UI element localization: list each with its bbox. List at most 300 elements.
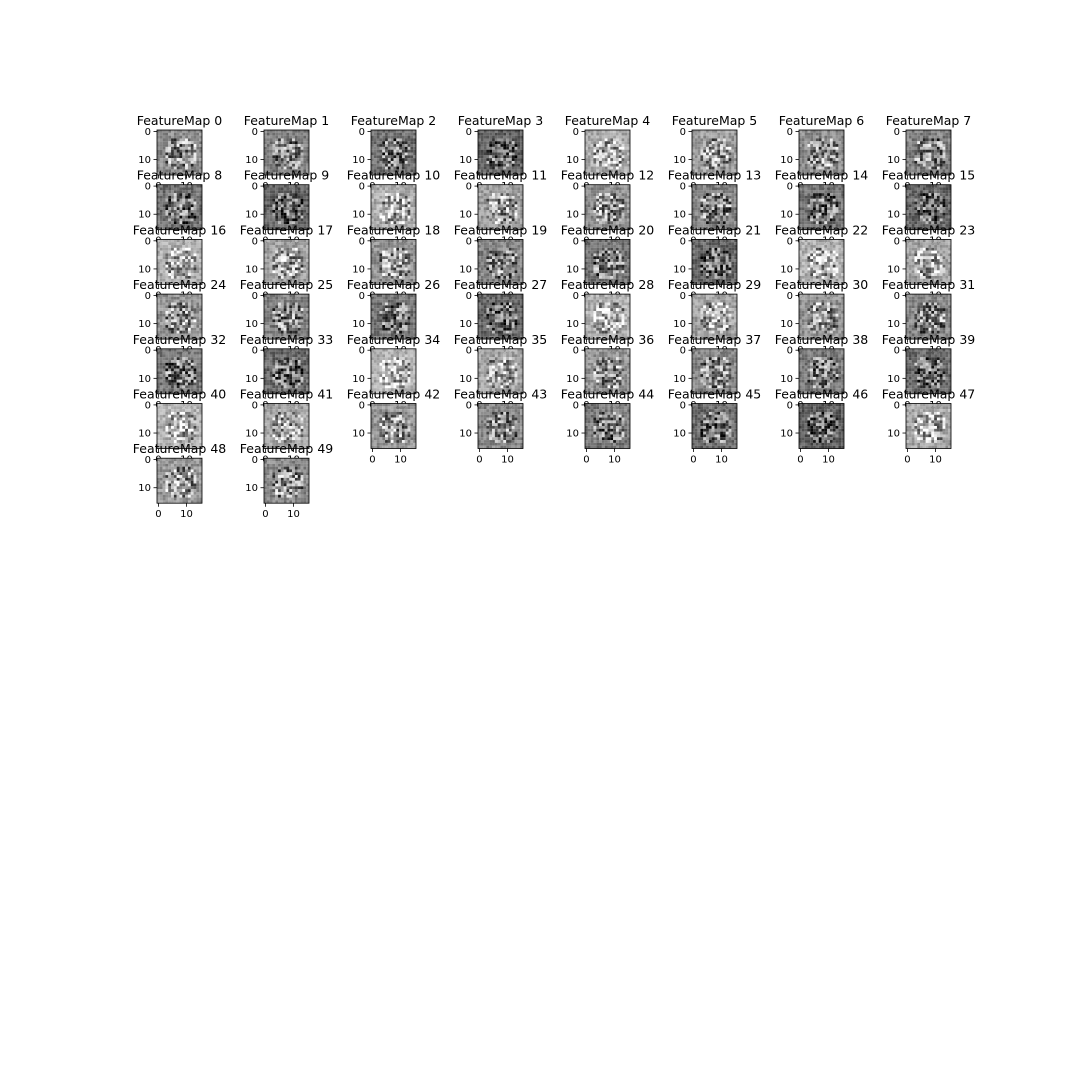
heatmap-cell [275, 207, 278, 210]
heatmap-cell [813, 133, 816, 136]
heatmap-cell [616, 130, 619, 133]
heatmap-cell [819, 155, 822, 158]
heatmap-cell [700, 196, 703, 199]
heatmap-cell [275, 158, 278, 161]
heatmap-cell [182, 245, 185, 248]
heatmap-cell [917, 138, 920, 141]
heatmap-cell [715, 147, 718, 150]
heatmap-cell [819, 210, 822, 213]
heatmap-cell [191, 199, 194, 202]
heatmap-cell [943, 153, 946, 156]
heatmap-cell [377, 190, 380, 193]
heatmap-cell [196, 202, 199, 205]
heatmap-cell [278, 218, 281, 221]
heatmap-cell [160, 216, 163, 219]
heatmap-cell [692, 202, 695, 205]
heatmap-cell [912, 204, 915, 207]
heatmap-cell [608, 216, 611, 219]
heatmap-cell [709, 153, 712, 156]
heatmap-cell [723, 196, 726, 199]
heatmap-cell [509, 216, 512, 219]
heatmap-cell [824, 185, 827, 188]
heatmap-cell [945, 193, 948, 196]
heatmap-cell [410, 213, 413, 216]
heatmap-cell [287, 256, 290, 259]
heatmap-cell [163, 161, 166, 164]
heatmap-cell [616, 155, 619, 158]
heatmap-cell [819, 196, 822, 199]
heatmap-cell [478, 153, 481, 156]
heatmap-cell [301, 248, 304, 251]
heatmap-cell [619, 136, 622, 139]
heatmap-cell [298, 136, 301, 139]
heatmap-cell [371, 141, 374, 144]
heatmap-cell [602, 144, 605, 147]
heatmap-cell [712, 193, 715, 196]
heatmap-cell [700, 144, 703, 147]
heatmap-cell [495, 196, 498, 199]
heatmap-cell [399, 185, 402, 188]
heatmap-cell [396, 188, 399, 191]
y-tick-label: 10 [887, 155, 900, 167]
heatmap-cell [934, 158, 937, 161]
heatmap-cell [281, 147, 284, 150]
heatmap-cell [906, 133, 909, 136]
heatmap-cell [838, 210, 841, 213]
heatmap-cell [805, 141, 808, 144]
heatmap-cell [906, 193, 909, 196]
heatmap-cell [410, 239, 413, 242]
heatmap-cell [292, 141, 295, 144]
heatmap-cell [909, 190, 912, 193]
heatmap-cell [160, 259, 163, 262]
heatmap-cell [709, 196, 712, 199]
heatmap-cell [188, 218, 191, 221]
heatmap-cell [267, 253, 270, 256]
heatmap-cell [503, 218, 506, 221]
heatmap-cell [588, 196, 591, 199]
heatmap-cell [906, 204, 909, 207]
heatmap-cell [805, 196, 808, 199]
heatmap-cell [827, 158, 830, 161]
heatmap-cell [295, 256, 298, 259]
heatmap-cell [709, 144, 712, 147]
heatmap-cell [700, 199, 703, 202]
heatmap-cell [909, 155, 912, 158]
heatmap-cell [194, 245, 197, 248]
heatmap-cell [405, 218, 408, 221]
heatmap-cell [160, 196, 163, 199]
heatmap-cell [489, 216, 492, 219]
heatmap-cell [914, 133, 917, 136]
heatmap-cell [729, 188, 732, 191]
heatmap-cell [731, 138, 734, 141]
heatmap-cell [489, 196, 492, 199]
heatmap-cell [937, 141, 940, 144]
heatmap-cell [602, 216, 605, 219]
heatmap-cell [478, 147, 481, 150]
heatmap-cell [822, 185, 825, 188]
heatmap-cell [180, 268, 183, 271]
heatmap-cell [399, 253, 402, 256]
heatmap-cell [399, 210, 402, 213]
heatmap-cell [303, 136, 306, 139]
heatmap-cell [377, 265, 380, 268]
heatmap-cell [272, 253, 275, 256]
heatmap-cell [270, 213, 273, 216]
heatmap-cell [177, 185, 180, 188]
heatmap-cell [512, 213, 515, 216]
heatmap-cell [278, 262, 281, 265]
heatmap-cell [180, 262, 183, 265]
heatmap-cell [275, 185, 278, 188]
heatmap-cell [819, 199, 822, 202]
heatmap-cell [836, 136, 839, 139]
heatmap-cell [501, 213, 504, 216]
heatmap-cell [171, 207, 174, 210]
heatmap-cell [394, 202, 397, 205]
heatmap-cell [802, 207, 805, 210]
heatmap-cell [163, 202, 166, 205]
heatmap-cell [703, 147, 706, 150]
heatmap-cell [165, 273, 168, 276]
heatmap-cell [278, 161, 281, 164]
heatmap-cell [267, 259, 270, 262]
heatmap-cell [388, 268, 391, 271]
heatmap-cell [295, 153, 298, 156]
heatmap-cell [174, 144, 177, 147]
heatmap-cell [185, 273, 188, 276]
heatmap-cell [692, 164, 695, 167]
heatmap-cell [610, 164, 613, 167]
heatmap-cell [937, 213, 940, 216]
heatmap-cell [695, 193, 698, 196]
heatmap-cell [165, 196, 168, 199]
heatmap-cell [272, 193, 275, 196]
heatmap-cell [284, 273, 287, 276]
heatmap-cell [481, 210, 484, 213]
heatmap-cell [945, 147, 948, 150]
heatmap-cell [822, 133, 825, 136]
heatmap-cell [379, 268, 382, 271]
heatmap-cell [608, 193, 611, 196]
heatmap-cell [608, 155, 611, 158]
heatmap-cell [168, 196, 171, 199]
heatmap-cell [588, 190, 591, 193]
heatmap-cell [619, 193, 622, 196]
heatmap-cell [610, 204, 613, 207]
heatmap-cell [371, 259, 374, 262]
heatmap-cell [295, 245, 298, 248]
heatmap-cell [830, 136, 833, 139]
heatmap-cell [182, 155, 185, 158]
heatmap-cell [371, 245, 374, 248]
heatmap-cell [168, 144, 171, 147]
heatmap-cell [194, 210, 197, 213]
heatmap-cell [929, 216, 932, 219]
heatmap-cell [408, 147, 411, 150]
heatmap-cell [374, 268, 377, 271]
heatmap-cell [599, 210, 602, 213]
heatmap-cell [827, 213, 830, 216]
heatmap-cell [272, 248, 275, 251]
heatmap-cell [267, 262, 270, 265]
heatmap-cell [838, 199, 841, 202]
heatmap-cell [813, 155, 816, 158]
heatmap-cell [712, 218, 715, 221]
heatmap-cell [605, 202, 608, 205]
heatmap-cell [391, 158, 394, 161]
heatmap-cell [484, 210, 487, 213]
heatmap-cell [731, 193, 734, 196]
heatmap-cell [813, 188, 816, 191]
heatmap-cell [914, 193, 917, 196]
heatmap-cell [613, 150, 616, 153]
heatmap-cell [379, 133, 382, 136]
heatmap-cell [920, 188, 923, 191]
heatmap-cell [391, 248, 394, 251]
heatmap-cell [512, 196, 515, 199]
heatmap-cell [182, 202, 185, 205]
heatmap-cell [194, 248, 197, 251]
heatmap-cell [287, 188, 290, 191]
heatmap-cell [608, 213, 611, 216]
heatmap-cell [695, 147, 698, 150]
heatmap-cell [191, 150, 194, 153]
heatmap-cell [281, 150, 284, 153]
heatmap-cell [278, 268, 281, 271]
heatmap-cell [377, 259, 380, 262]
heatmap-cell [824, 196, 827, 199]
heatmap-cell [914, 155, 917, 158]
heatmap-cell [610, 136, 613, 139]
heatmap-cell [715, 158, 718, 161]
heatmap-cell [185, 150, 188, 153]
heatmap-cell [619, 213, 622, 216]
heatmap-cell [303, 262, 306, 265]
heatmap-cell [593, 161, 596, 164]
heatmap-cell [692, 185, 695, 188]
heatmap-cell [486, 218, 489, 221]
heatmap-cell [396, 144, 399, 147]
heatmap-cell [515, 193, 518, 196]
heatmap-cell [371, 196, 374, 199]
heatmap-cell [706, 164, 709, 167]
heatmap-cell [484, 185, 487, 188]
heatmap-cell [827, 136, 830, 139]
heatmap-cell [813, 202, 816, 205]
heatmap-cell [712, 207, 715, 210]
heatmap-cell [486, 141, 489, 144]
heatmap-cell [278, 188, 281, 191]
heatmap-cell [165, 164, 168, 167]
panel-title: FeatureMap 3 [457, 113, 544, 128]
heatmap-cell [399, 188, 402, 191]
heatmap-cell [698, 210, 701, 213]
heatmap-cell [289, 136, 292, 139]
heatmap-cell [492, 138, 495, 141]
heatmap-cell [813, 138, 816, 141]
heatmap-cell [379, 210, 382, 213]
heatmap-cell [836, 216, 839, 219]
heatmap-cell [180, 204, 183, 207]
heatmap-cell [163, 253, 166, 256]
heatmap-cell [506, 202, 509, 205]
heatmap-cell [723, 136, 726, 139]
heatmap-cell [301, 204, 304, 207]
heatmap-cell [388, 153, 391, 156]
heatmap-cell [182, 207, 185, 210]
heatmap-cell [602, 202, 605, 205]
heatmap-cell [272, 207, 275, 210]
heatmap-cell [929, 196, 932, 199]
heatmap-cell [168, 218, 171, 221]
heatmap-cell [275, 147, 278, 150]
heatmap-cell [706, 138, 709, 141]
heatmap-cell [810, 150, 813, 153]
heatmap-cell [810, 210, 813, 213]
heatmap-cell [805, 138, 808, 141]
heatmap-cell [295, 242, 298, 245]
heatmap-cell [929, 155, 932, 158]
heatmap-cell [810, 147, 813, 150]
heatmap-cell [165, 193, 168, 196]
heatmap-cell [591, 150, 594, 153]
heatmap-cell [478, 204, 481, 207]
heatmap-cell [726, 133, 729, 136]
heatmap-cell [810, 213, 813, 216]
heatmap-cell [278, 150, 281, 153]
heatmap-cell [827, 190, 830, 193]
heatmap-cell [709, 190, 712, 193]
heatmap-cell [396, 199, 399, 202]
heatmap-cell [289, 207, 292, 210]
heatmap-cell [399, 216, 402, 219]
heatmap-cell [723, 193, 726, 196]
heatmap-cell [912, 130, 915, 133]
heatmap-cell [934, 153, 937, 156]
heatmap-cell [171, 153, 174, 156]
heatmap-cell [940, 218, 943, 221]
heatmap-cell [706, 213, 709, 216]
heatmap-cell [191, 265, 194, 268]
heatmap-cell [827, 138, 830, 141]
heatmap-cell [605, 193, 608, 196]
heatmap-cell [382, 242, 385, 245]
heatmap-cell [506, 185, 509, 188]
heatmap-cell [278, 133, 281, 136]
heatmap-cell [394, 199, 397, 202]
heatmap-cell [934, 216, 937, 219]
heatmap-cell [160, 273, 163, 276]
heatmap-cell [501, 136, 504, 139]
heatmap-cell [934, 141, 937, 144]
heatmap-cell [698, 216, 701, 219]
heatmap-cell [712, 185, 715, 188]
heatmap-cell [827, 210, 830, 213]
heatmap-cell [731, 141, 734, 144]
heatmap-cell [619, 150, 622, 153]
heatmap-cell [833, 130, 836, 133]
panel-title: FeatureMap 15 [881, 167, 976, 183]
heatmap-cell [185, 245, 188, 248]
heatmap-cell [303, 242, 306, 245]
heatmap-cell [512, 161, 515, 164]
heatmap-cell [196, 193, 199, 196]
heatmap-cell [174, 213, 177, 216]
heatmap-cell [827, 218, 830, 221]
heatmap-cell [613, 185, 616, 188]
heatmap-cell [827, 185, 830, 188]
heatmap-cell [484, 138, 487, 141]
heatmap-cell [405, 245, 408, 248]
heatmap-cell [588, 216, 591, 219]
heatmap-cell [712, 147, 715, 150]
heatmap-cell [292, 248, 295, 251]
heatmap-cell [509, 147, 512, 150]
heatmap-cell [717, 153, 720, 156]
heatmap-cell [385, 256, 388, 259]
heatmap-cell [515, 153, 518, 156]
heatmap-cell [509, 161, 512, 164]
heatmap-cell [374, 150, 377, 153]
heatmap-cell [284, 196, 287, 199]
heatmap-cell [163, 193, 166, 196]
heatmap-cell [926, 207, 929, 210]
heatmap-cell [698, 207, 701, 210]
heatmap-cell [833, 133, 836, 136]
heatmap-cell [180, 130, 183, 133]
heatmap-cell [298, 133, 301, 136]
heatmap-cell [382, 207, 385, 210]
heatmap-cell [270, 147, 273, 150]
heatmap-cell [830, 144, 833, 147]
heatmap-cell [931, 207, 934, 210]
heatmap-cell [396, 268, 399, 271]
heatmap-cell [914, 185, 917, 188]
heatmap-cell [827, 196, 830, 199]
heatmap-cell [287, 190, 290, 193]
heatmap-cell [295, 248, 298, 251]
heatmap-cell [405, 256, 408, 259]
heatmap-cell [408, 251, 411, 254]
heatmap-cell [182, 193, 185, 196]
heatmap-cell [194, 158, 197, 161]
heatmap-cell [174, 141, 177, 144]
heatmap-cell [379, 144, 382, 147]
heatmap-cell [731, 144, 734, 147]
heatmap-cell [492, 210, 495, 213]
heatmap-cell [838, 193, 841, 196]
heatmap-cell [805, 155, 808, 158]
heatmap-cell [695, 207, 698, 210]
heatmap-cell [157, 262, 160, 265]
heatmap-cell [920, 190, 923, 193]
heatmap-cell [495, 218, 498, 221]
heatmap-cell [591, 161, 594, 164]
heatmap-cell [517, 196, 520, 199]
heatmap-cell [196, 207, 199, 210]
heatmap-cell [929, 153, 932, 156]
heatmap-cell [807, 130, 810, 133]
heatmap-cell [377, 155, 380, 158]
heatmap-cell [391, 196, 394, 199]
heatmap-cell [194, 204, 197, 207]
heatmap-cell [720, 207, 723, 210]
heatmap-cell [188, 270, 191, 273]
heatmap-cell [503, 147, 506, 150]
heatmap-cell [731, 155, 734, 158]
